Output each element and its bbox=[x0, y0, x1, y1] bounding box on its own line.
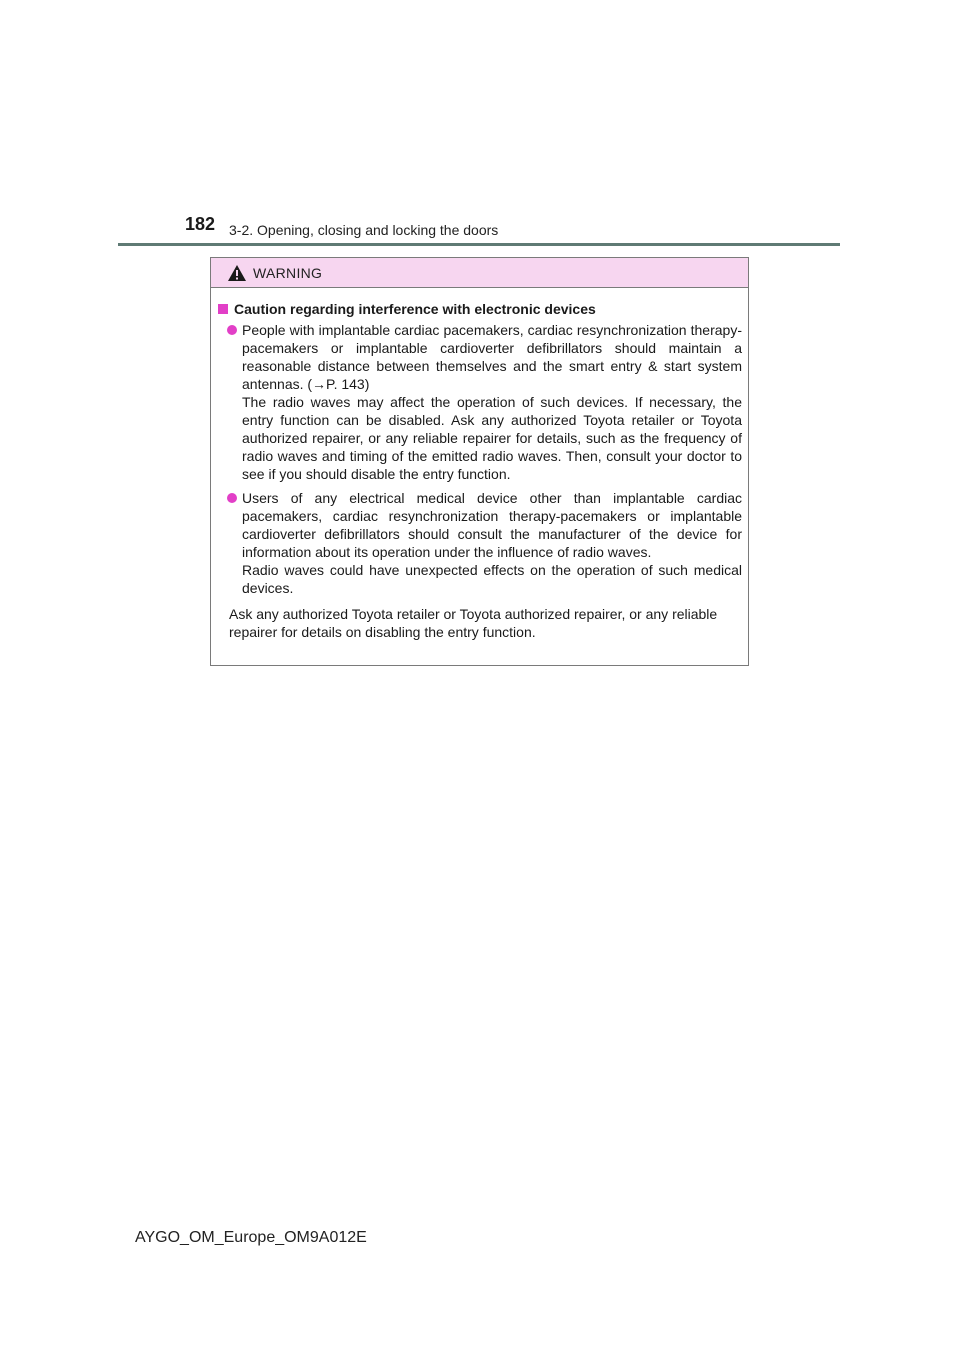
header-rule bbox=[118, 243, 840, 246]
closing-paragraph: Ask any authorized Toyota retailer or Toyota authorized repairer, or any reliable repairer for details on disabling the entry function. bbox=[229, 606, 718, 640]
square-bullet-icon bbox=[218, 304, 228, 314]
list-item bbox=[227, 321, 742, 483]
paragraph: Users of any electrical medical device other than implantable cardiac pacemakers, cardiac resynchronization therapy-pacemakers or implantable cardioverter defibrillators should consult the manufacturer of the device for information about its operation under the influence of radio waves. bbox=[242, 490, 742, 560]
paragraph: People with implantable cardiac pacemakers, cardiac resynchronization therapy-pacemakers or implantable cardioverter defibrillators should maintain a reasonable distance between themselves and the smart entry & start system antennas. (→P. 143) bbox=[242, 322, 742, 392]
page-number: 182 bbox=[185, 214, 216, 234]
footer-doc-code: AYGO_OM_Europe_OM9A012E bbox=[135, 1229, 367, 1246]
warning-heading bbox=[217, 300, 742, 318]
list-item-text bbox=[242, 489, 742, 597]
warning-heading-text: Caution regarding interference with electronic devices bbox=[234, 301, 596, 317]
section-title: 3-2. Opening, closing and locking the doors bbox=[229, 222, 499, 238]
warning-label: WARNING bbox=[253, 264, 323, 281]
list-item bbox=[227, 489, 742, 597]
warning-header bbox=[211, 258, 748, 288]
circle-bullet-icon bbox=[227, 493, 237, 503]
warning-triangle-icon bbox=[227, 264, 247, 282]
list-item-text bbox=[242, 321, 742, 483]
warning-box bbox=[210, 257, 749, 666]
paragraph: The radio waves may affect the operation of such devices. If necessary, the entry function can be disabled. Ask any authorized Toyota retailer or Toyota authorized repairer, or any reliable repairer for details, such as the frequency of radio waves and timing of the emitted radio waves. Then, consult your doctor to see if you should disable the entry function. bbox=[242, 394, 742, 482]
circle-bullet-icon bbox=[227, 325, 237, 335]
warning-body bbox=[211, 288, 748, 641]
paragraph: Radio waves could have unexpected effects on the operation of such medical devices. bbox=[242, 562, 742, 596]
